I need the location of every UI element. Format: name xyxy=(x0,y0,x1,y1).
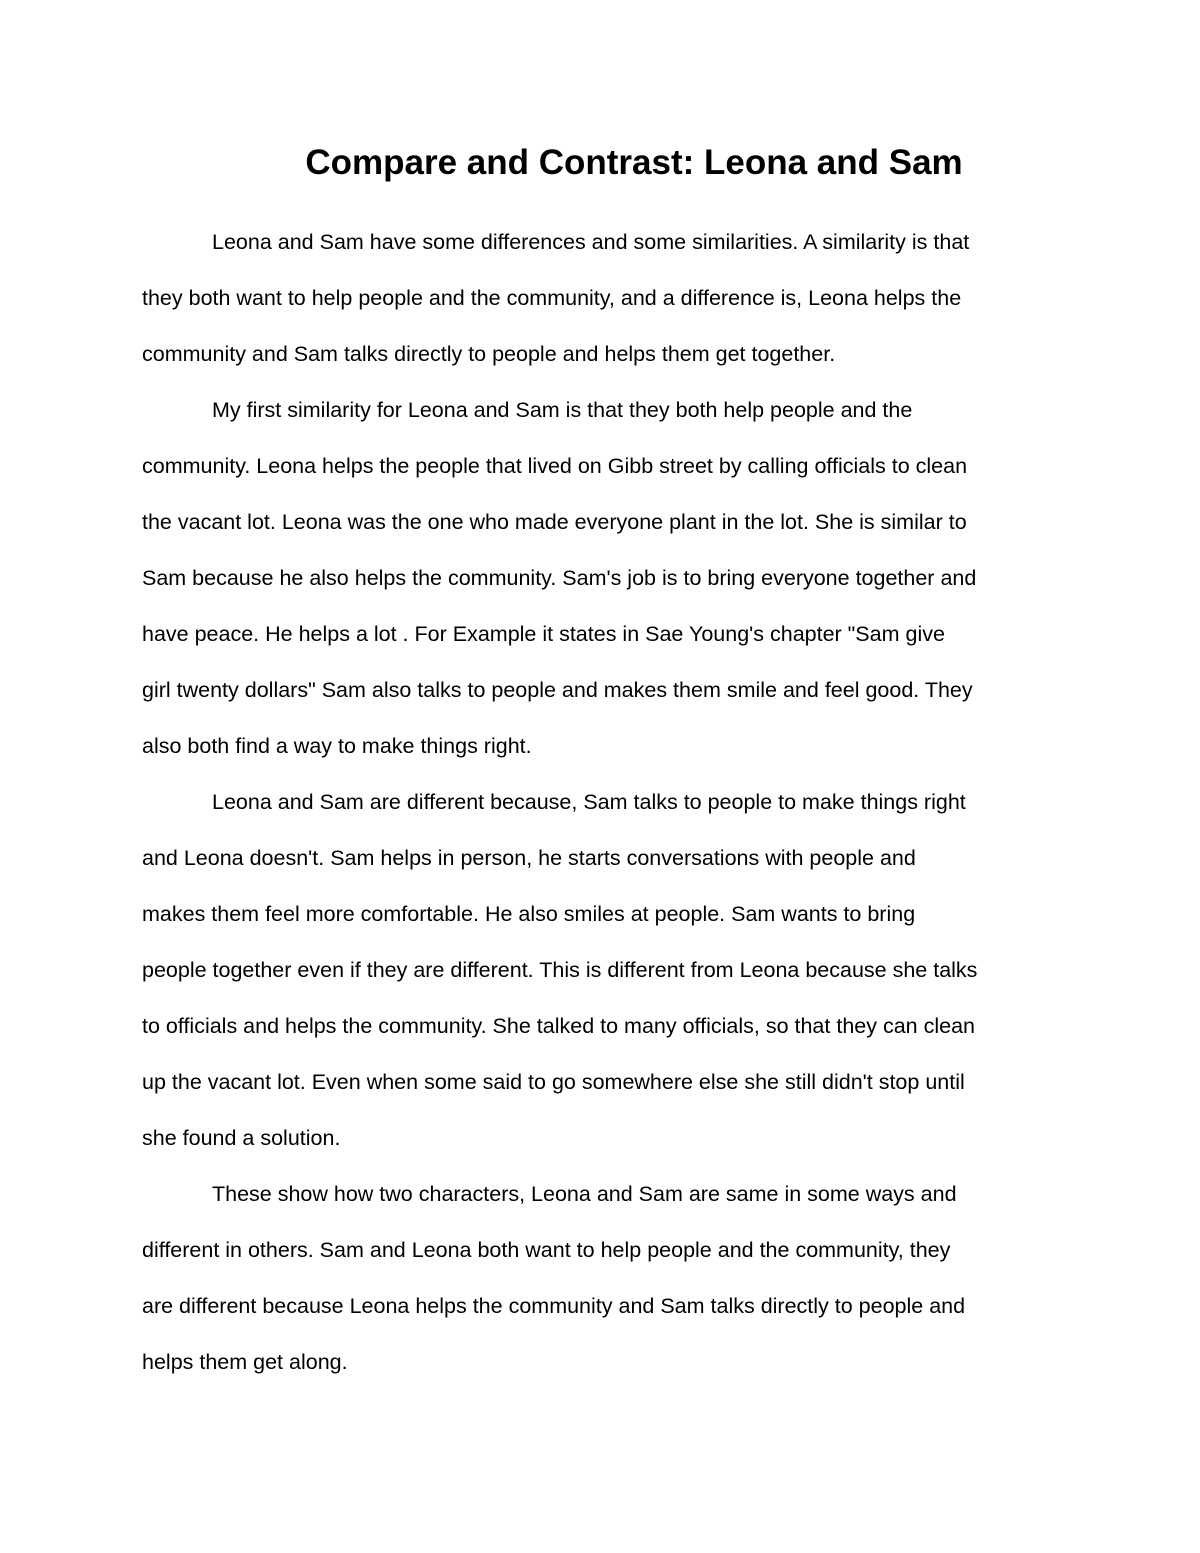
page-title: Compare and Contrast: Leona and Sam xyxy=(305,143,963,182)
paragraph-similarity xyxy=(142,382,1060,774)
paragraph-line: These show how two characters, Leona and Sam are same in some ways and xyxy=(212,1182,957,1206)
paragraph-line: girl twenty dollars" Sam also talks to people and makes them smile and feel good. They xyxy=(142,678,973,702)
paragraph-line: she found a solution. xyxy=(142,1126,341,1150)
paragraph-line: Sam because he also helps the community. Sam's job is to bring everyone together and xyxy=(142,566,977,590)
paragraph-line: helps them get along. xyxy=(142,1350,348,1374)
paragraph-line: the vacant lot. Leona was the one who made everyone plant in the lot. She is similar to xyxy=(142,510,967,534)
paragraph-intro xyxy=(142,214,1060,382)
paragraph-line: community. Leona helps the people that lived on Gibb street by calling officials to clean xyxy=(142,454,968,478)
paragraph-conclusion xyxy=(142,1166,1060,1390)
paragraph-line: different in others. Sam and Leona both want to help people and the community, they xyxy=(142,1238,951,1262)
paragraph-line: have peace. He helps a lot . For Example it states in Sae Young's chapter "Sam give xyxy=(142,622,945,646)
paragraph-line: and Leona doesn't. Sam helps in person, he starts conversations with people and xyxy=(142,846,916,870)
paragraph-line: they both want to help people and the community, and a difference is, Leona helps the xyxy=(142,286,962,310)
paragraph-line: community and Sam talks directly to people and helps them get together. xyxy=(142,342,836,366)
paragraph-line: to officials and helps the community. She talked to many officials, so that they can clean xyxy=(142,1014,975,1038)
paragraph-line: people together even if they are different. This is different from Leona because she talks xyxy=(142,958,978,982)
essay-body xyxy=(142,214,1060,1390)
paragraph-line: Leona and Sam are different because, Sam talks to people to make things right xyxy=(212,790,966,814)
paragraph-line: Leona and Sam have some differences and some similarities. A similarity is that xyxy=(212,230,970,254)
paragraph-line: are different because Leona helps the community and Sam talks directly to people and xyxy=(142,1294,966,1318)
paragraph-line: makes them feel more comfortable. He also smiles at people. Sam wants to bring xyxy=(142,902,916,926)
paragraph-line: up the vacant lot. Even when some said to go somewhere else she still didn't stop until xyxy=(142,1070,965,1094)
paragraph-line: also both find a way to make things right. xyxy=(142,734,532,758)
paragraph-line: My first similarity for Leona and Sam is that they both help people and the xyxy=(212,398,913,422)
paragraph-difference xyxy=(142,774,1060,1166)
